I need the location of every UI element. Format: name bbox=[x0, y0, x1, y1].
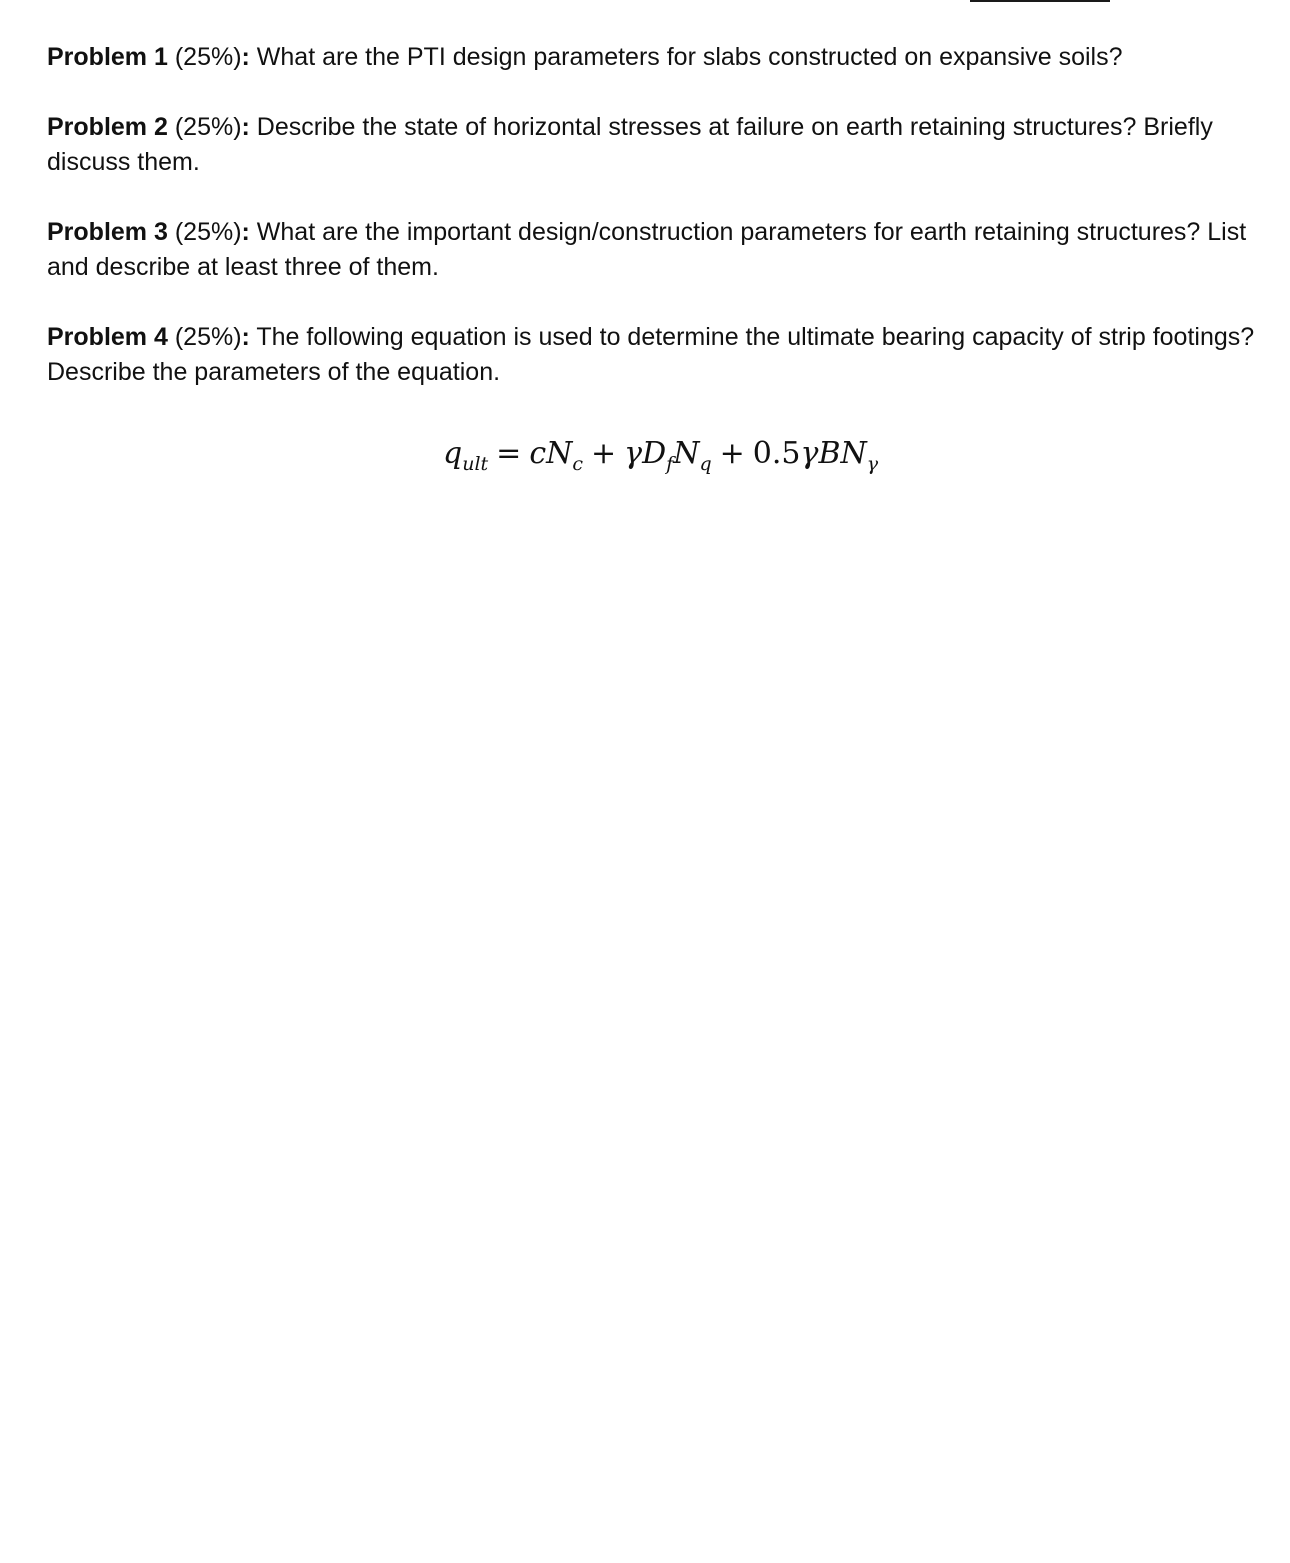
eq-t2-sub: q bbox=[699, 453, 712, 475]
eq-plus-2: + bbox=[719, 436, 745, 471]
top-rule-line bbox=[970, 0, 1110, 2]
problem-4-label: Problem 4 bbox=[47, 323, 168, 351]
problem-1-colon: : bbox=[241, 43, 250, 71]
problem-3-label: Problem 3 bbox=[47, 218, 168, 246]
problem-3-colon: : bbox=[241, 218, 250, 246]
problem-2 bbox=[47, 110, 1277, 180]
eq-t3-coef: 0.5 bbox=[752, 436, 801, 471]
eq-t2-d: D bbox=[642, 436, 667, 471]
eq-t3-sub: γ bbox=[866, 453, 879, 475]
eq-lhs-sub: ult bbox=[462, 453, 489, 475]
problem-2-weight: (25%) bbox=[174, 113, 242, 141]
eq-t3-var: N bbox=[840, 436, 867, 471]
eq-lhs: q bbox=[443, 436, 463, 471]
problem-4-colon: : bbox=[241, 323, 250, 351]
problem-2-label: Problem 2 bbox=[47, 113, 168, 141]
eq-t2-var: N bbox=[673, 436, 700, 471]
problem-3-weight: (25%) bbox=[174, 218, 242, 246]
eq-t1-sub: c bbox=[572, 453, 584, 475]
problem-3-text: What are the important design/construction parameters for earth retaining structures? List and describe at least three of them. bbox=[47, 218, 1247, 281]
eq-t3-b: B bbox=[818, 436, 841, 471]
eq-t1-var: N bbox=[546, 436, 573, 471]
problem-4-weight: (25%) bbox=[174, 323, 242, 351]
eq-t2-gamma: γ bbox=[624, 436, 643, 471]
eq-equals: = bbox=[496, 436, 522, 471]
problem-2-colon: : bbox=[241, 113, 250, 141]
eq-t1-coef: c bbox=[529, 436, 547, 471]
problem-3 bbox=[47, 215, 1277, 285]
eq-t2-d-sub: f bbox=[666, 453, 674, 475]
problem-1-label: Problem 1 bbox=[47, 43, 168, 71]
bearing-capacity-equation bbox=[443, 432, 878, 476]
problem-4-text: The following equation is used to determine the ultimate bearing capacity of strip footings? Describe the parameters of the equation. bbox=[47, 323, 1255, 386]
eq-t3-gamma: γ bbox=[800, 436, 819, 471]
problem-1-text: What are the PTI design parameters for slabs constructed on expansive soils? bbox=[249, 43, 1123, 71]
problem-4 bbox=[47, 320, 1277, 390]
problem-1-weight: (25%) bbox=[174, 43, 242, 71]
problem-1 bbox=[47, 40, 1277, 75]
eq-plus-1: + bbox=[591, 436, 617, 471]
problem-2-text: Describe the state of horizontal stresses at failure on earth retaining structures? Briefly discuss them. bbox=[47, 113, 1213, 176]
